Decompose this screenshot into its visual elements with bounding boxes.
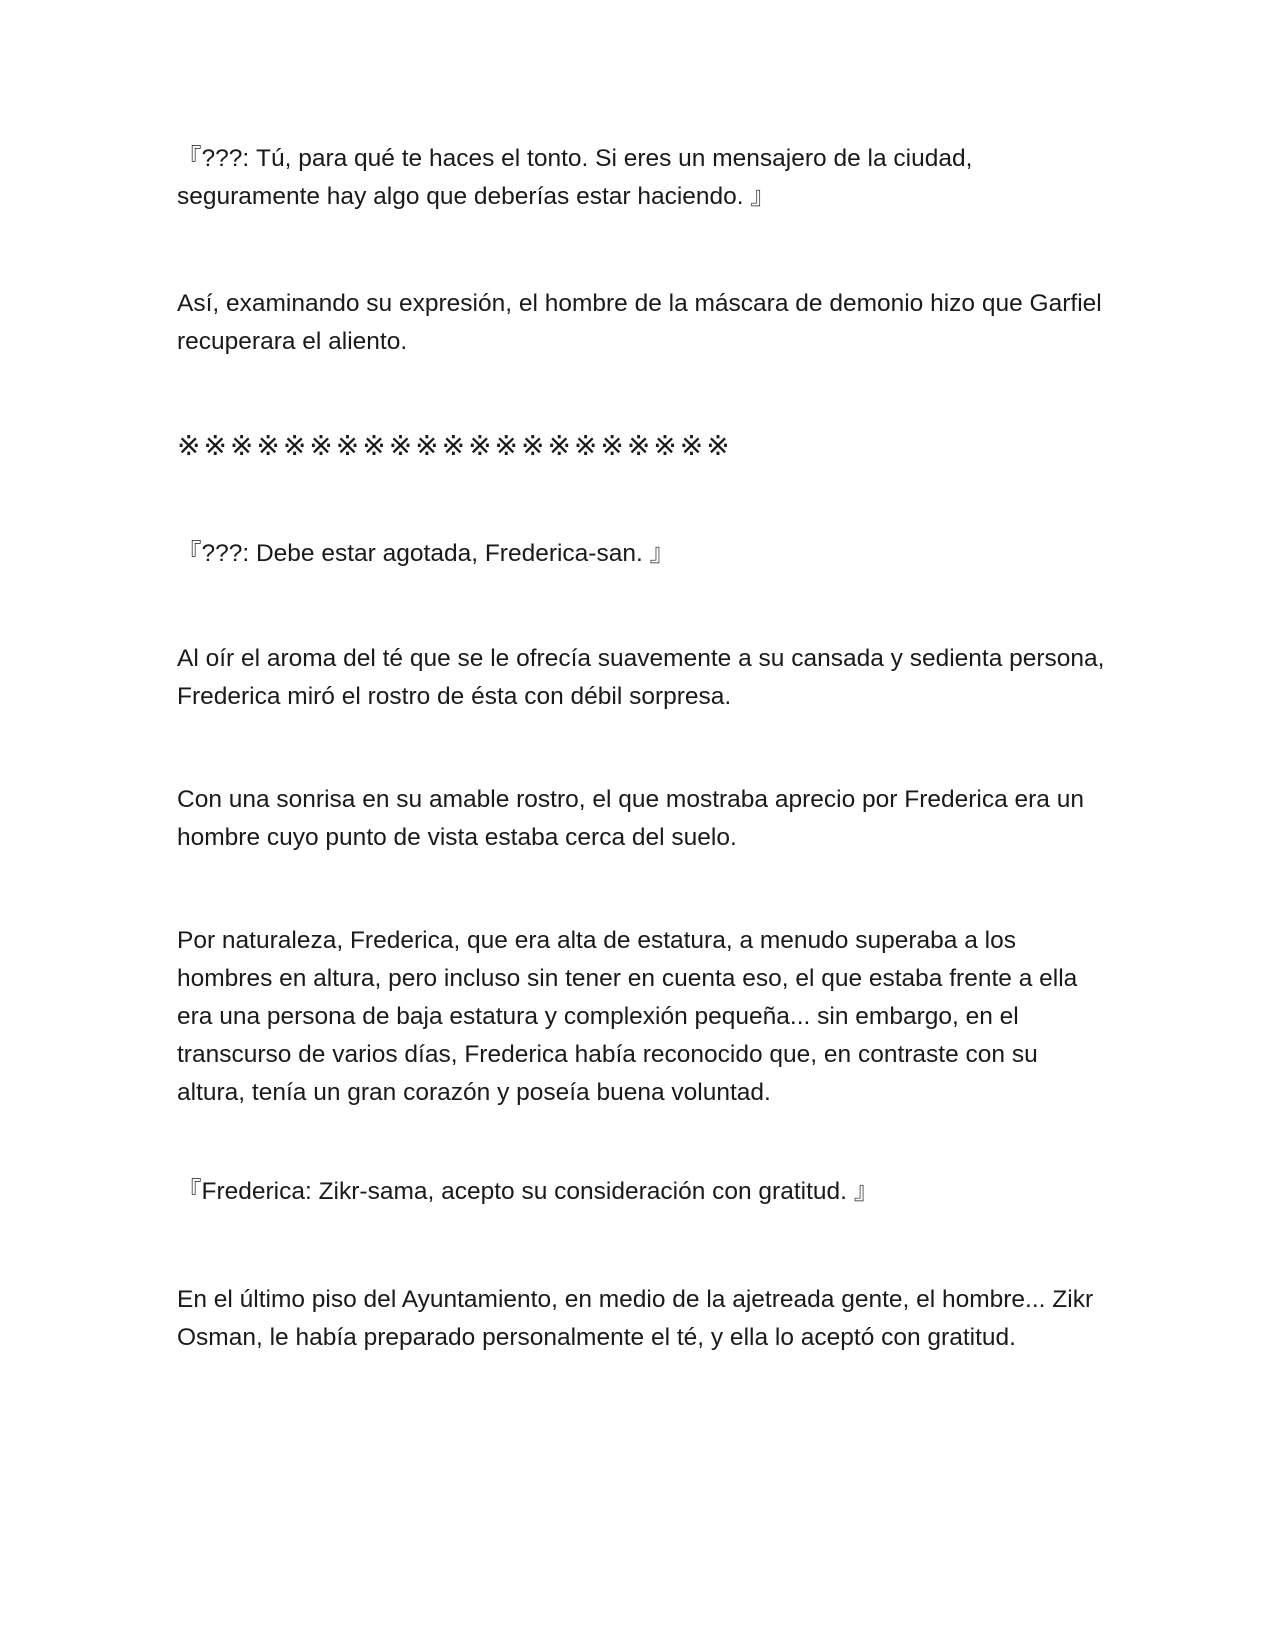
dialogue-paragraph: 『Frederica: Zikr-sama, acepto su consideración con gratitud. 』 xyxy=(177,1178,879,1205)
narration-paragraph: Por naturaleza, Frederica, que era alta de estatura, a menudo superaba a los hombres en altura, pero incluso sin tener en cuenta eso, el que estaba frente a ella era una persona de baja estatura y complexión pequeña... sin embargo, en el transcurso de varios días, Frederica había reconocido que, en contraste con su altura, tenía un gran corazón y poseía buena voluntad. xyxy=(177,927,1078,1106)
dialogue-paragraph: 『???: Tú, para qué te haces el tonto. Si eres un mensajero de la ciudad, seguramente hay algo que deberías estar haciendo. 』 xyxy=(177,145,973,210)
narration-paragraph: En el último piso del Ayuntamiento, en medio de la ajetreada gente, el hombre... Zikr Osman, le había preparado personalmente el té, y ella lo aceptó con gratitud. xyxy=(177,1286,1094,1351)
scene-separator: ※※※※※※※※※※※※※※※※※※※※※ xyxy=(177,429,733,462)
narration-paragraph: Al oír el aroma del té que se le ofrecía suavemente a su cansada y sedienta persona, Frederica miró el rostro de ésta con débil sorpresa. xyxy=(177,645,1105,710)
dialogue-paragraph: 『???: Debe estar agotada, Frederica-san. 』 xyxy=(177,540,675,567)
narration-paragraph: Así, examinando su expresión, el hombre de la máscara de demonio hizo que Garfiel recuperara el aliento. xyxy=(177,290,1102,355)
narration-paragraph: Con una sonrisa en su amable rostro, el que mostraba aprecio por Frederica era un hombre cuyo punto de vista estaba cerca del suelo. xyxy=(177,786,1084,851)
